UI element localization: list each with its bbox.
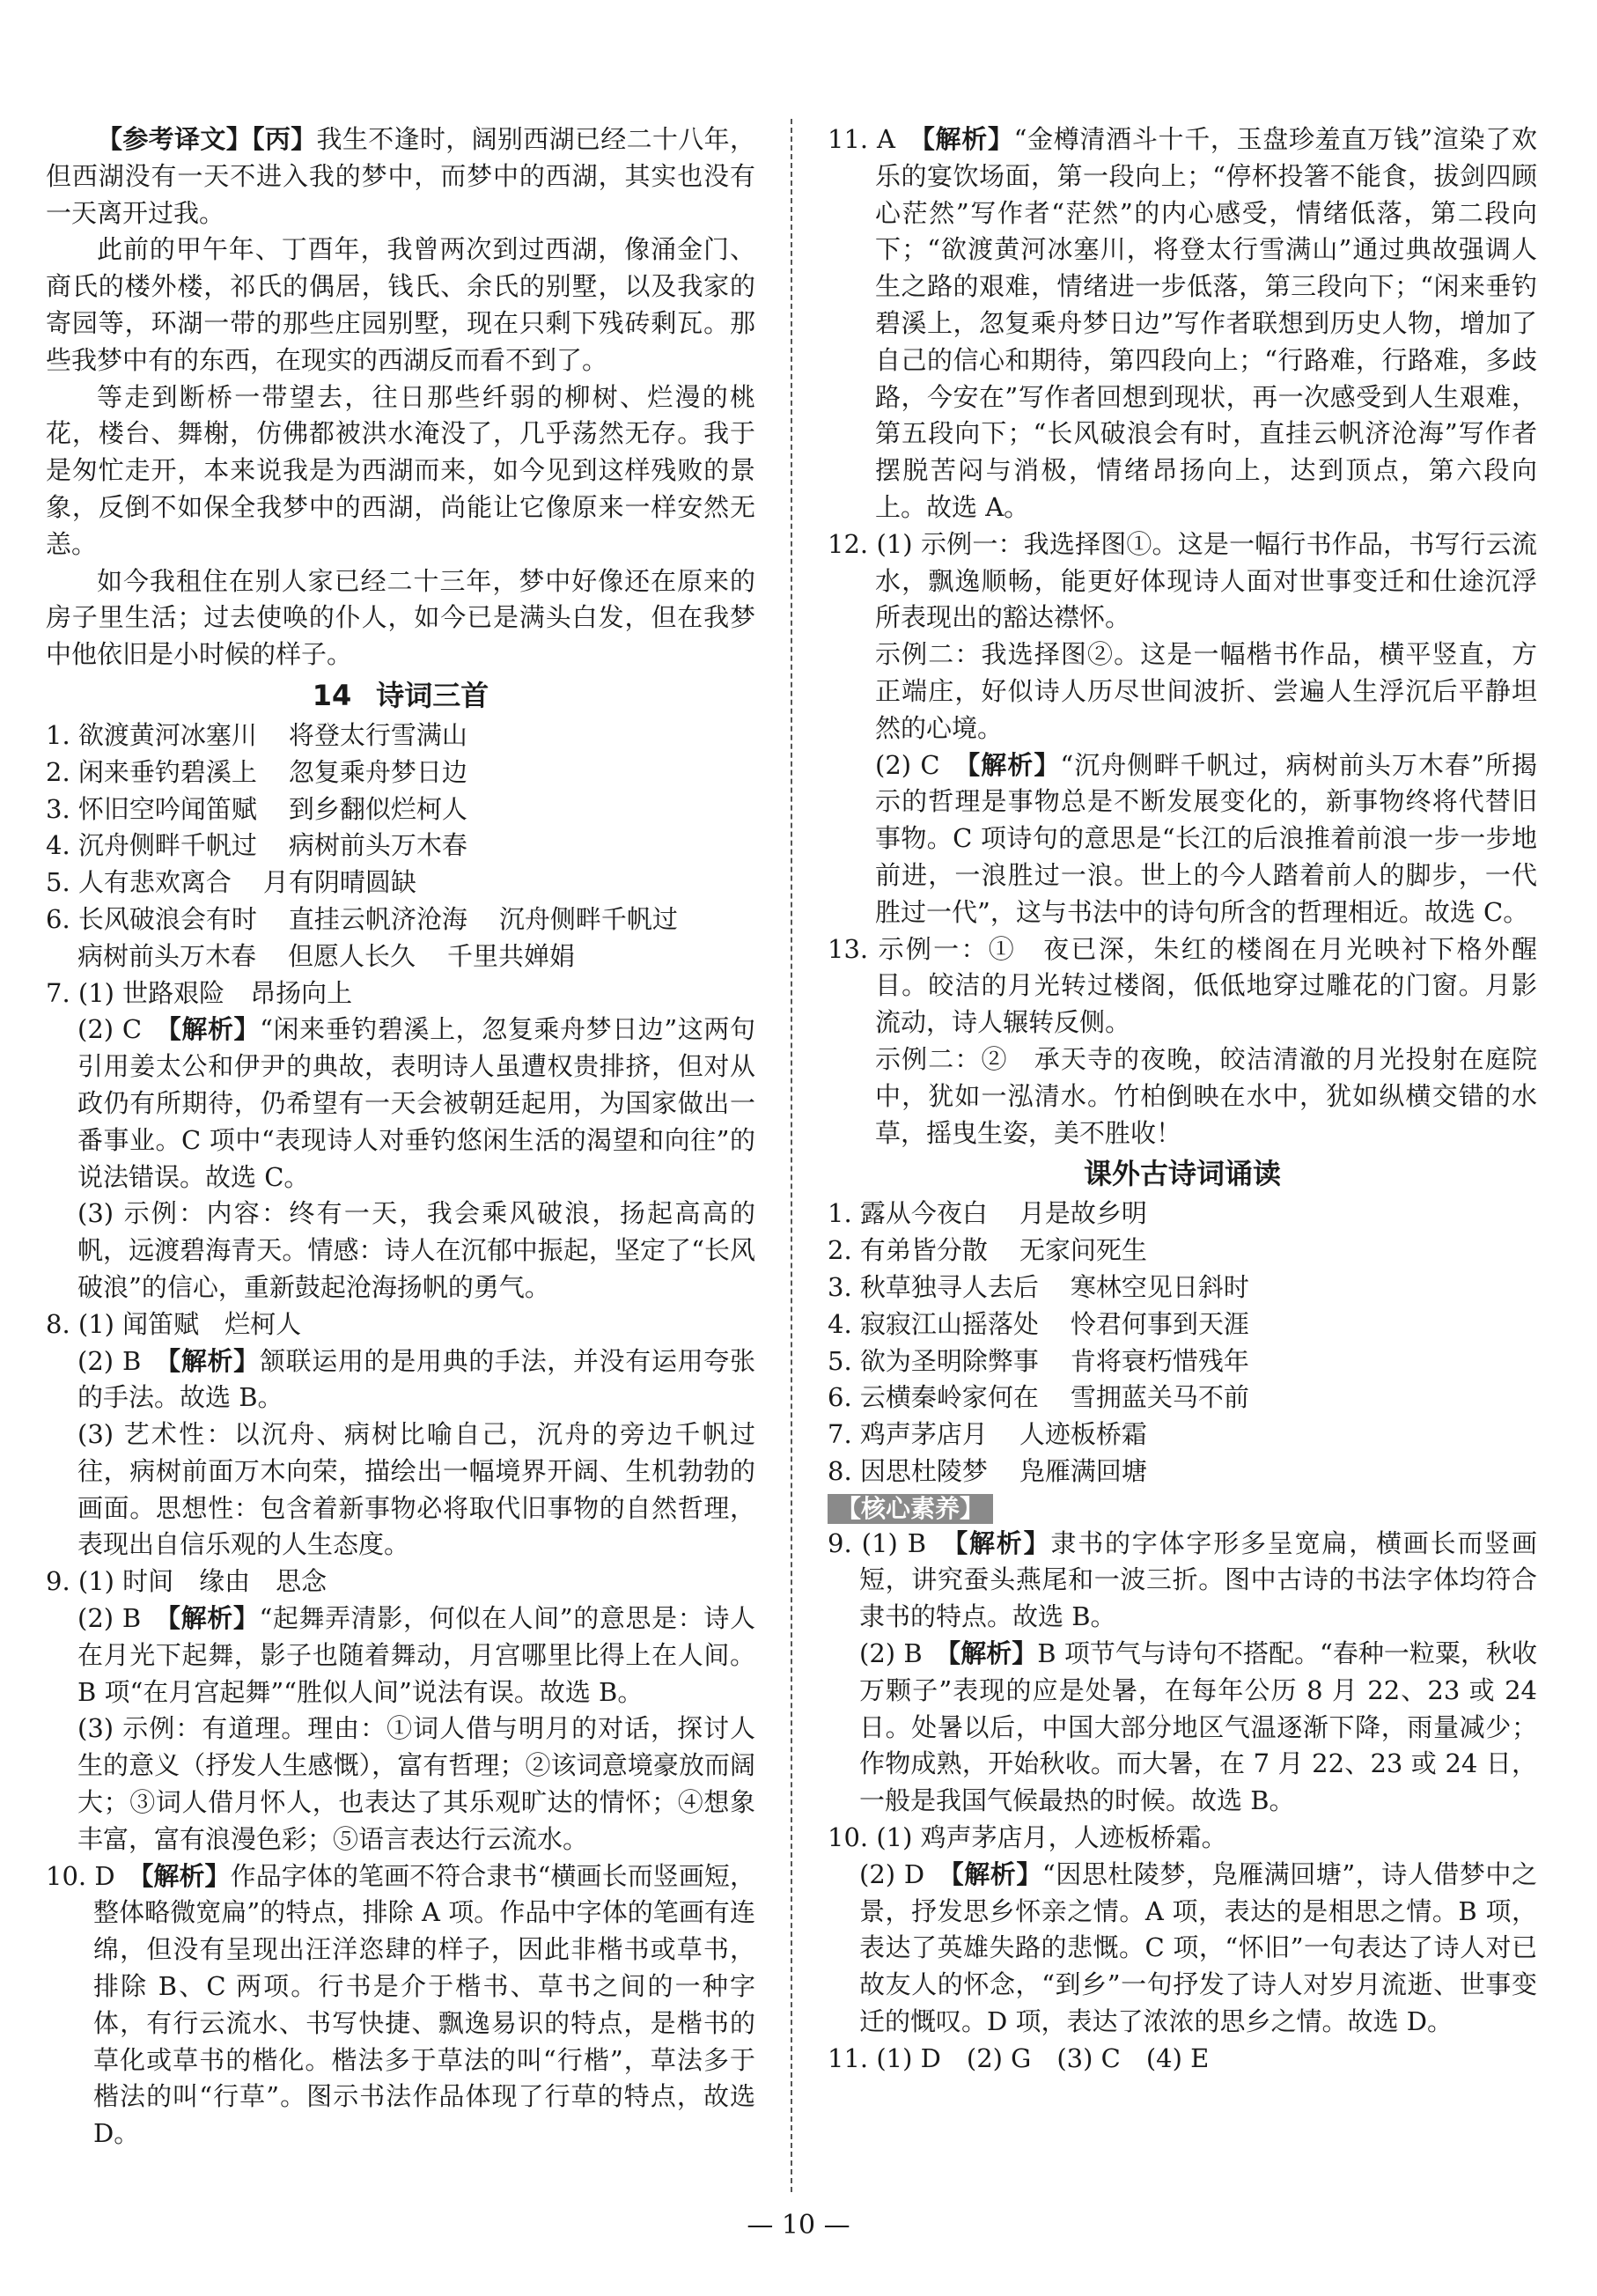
answer-9-2: (2) B 【解析】“起舞弄清影，何似在人间”的意思是：诗人在月光下起舞，影子也随着舞动，月宫哪里比得上在人间。B 项“在月宫起舞”“胜似人间”说法有误。故选 B。 [77,1603,755,1707]
answer-9-3: (3) 示例：有道理。理由：①词人借与明月的对话，探讨人生的意义（抒发人生感慨），富有哲理；②该词意境豪放而阔大；③词人借月怀人，也表达了其乐观旷达的情怀；④想象丰富，富有浪漫色彩；⑤语言表达行云流水。 [77,1713,755,1854]
answer-13a: 13. 示例一：① 夜已深，朱红的楼阁在月光映衬下格外醒目。皎洁的月光转过楼阁，低低地穿过雕花的门窗。月影流动，诗人辗转反侧。 [828,933,1537,1038]
right-column [828,121,1537,2078]
core-answer-11: 11. (1) D (2) G (3) C (4) E [828,2042,1210,2073]
core-answer-9-1: 9. (1) B 【解析】隶书的字体字形多呈宽扁，横画长而竖画短，讲究蚕头燕尾和一波三折。图中古诗的书法字体均符合隶书的特点。故选 B。 [828,1527,1537,1632]
answer-3: 3. 怀旧空吟闻笛赋 到乡翻似烂柯人 [46,793,467,824]
answer-7-2: (2) C 【解析】“闲来垂钓碧溪上，忽复乘舟梦日边”这两句引用姜太公和伊尹的典故，表明诗人虽遭权贵排挤，但对从政仍有所期待，仍希望有一天会被朝廷起用，为国家做出一番事业。C 项中“表现诗人对垂钓悠闲生活的渴望和向往”的说法错误。故选 C。 [77,1014,755,1192]
left-column [46,121,755,2152]
answer-12-1b: 示例二：我选择图②。这是一幅楷书作品，横平竖直，方正端庄，好似诗人历尽世间波折、尝遍人生浮沉后平静坦然的心境。 [875,639,1537,743]
answer-7-3: (3) 示例：内容：终有一天，我会乘风破浪，扬起高高的帆，远渡碧海青天。情感：诗人在沉郁中振起，坚定了“长风破浪”的信心，重新鼓起沧海扬帆的勇气。 [77,1198,755,1302]
answer-2: 2. 闲来垂钓碧溪上 忽复乘舟梦日边 [46,756,467,787]
answer-11: 11. A 【解析】“金樽清酒斗十千，玉盘珍羞直万钱”渲染了欢乐的宴饮场面，第一段向上；“停杯投箸不能食，拔剑四顾心茫然”写作者“茫然”的内心感受，情绪低落，第二段向下；“欲渡黄河冰塞川，将登太行雪满山”通过典故强调人生之路的艰难，情绪进一步低落，第三段向下；“闲来垂钓碧溪上，忽复乘舟梦日边”写作者联想到历史人物，增加了自己的信心和期待，第四段向上；“行路难，行路难，多歧路，今安在”写作者回想到现状，再一次感受到人生艰难，第五段向下；“长风破浪会有时，直挂云帆济沧海”写作者摆脱苦闷与消极，情绪昂扬向上，达到顶点，第六段向上。故选 A。 [828,124,1537,522]
answer-8-1: 8. (1) 闻笛赋 烂柯人 [46,1308,302,1339]
ref-text-1: 我生不逢时，阔别西湖已经二十八年，但西湖没有一天不进入我的梦中，而梦中的西湖，其实也没有一天离开过我。 [46,124,755,228]
core-literacy-badge: 【核心素养】 [828,1494,993,1524]
answer-5: 5. 人有悲欢离合 月有阴晴圆缺 [46,867,416,898]
extra-answer-1: 1. 露从今夜白 月是故乡明 [828,1198,1147,1229]
analysis-label: 【解析】 [167,1603,260,1634]
section-extra-title: 课外古诗词诵读 [1083,1157,1281,1191]
answer-8-2: (2) B 【解析】颔联运用的是用典的手法，并没有运用夸张的手法。故选 B。 [77,1345,755,1413]
answer-8-3: (3) 艺术性：以沉舟、病树比喻自己，沉舟的旁边千帆过往，病树前面万木向荣，描绘出一幅境界开阔、生机勃勃的画面。思想性：包含着新事物必将取代旧事物的自然哲理，表现出自信乐观的人生态度。 [77,1419,755,1560]
analysis-label: 【解析】 [140,1860,231,1891]
answer-6-line-2: 病树前头万木春 但愿人长久 千里共婵娟 [77,940,576,971]
answer-10: 10. D 【解析】作品字体的笔画不符合隶书“横画长而竖画短，整体略微宽扁”的特点，排除 A 项。作品中字体的笔画有连绵，但没有呈现出汪洋恣肆的样子，因此非楷书或草书，排除 B、C 两项。行书是介于楷书、草书之间的一种字体，有行云流水、书写快捷、飘逸易识的特点，是楷书的草化或草书的楷化。楷法多于草法的叫“行楷”，草法多于楷法的叫“行草”。图示书法作品体现了行草的特点，故选 D。 [46,1860,756,2149]
answer-13b: 示例二：② 承天寺的夜晚，皎洁清澈的月光投射在庭院中，犹如一泓清水。竹柏倒映在水中，犹如纵横交错的水草，摇曳生姿，美不胜收！ [875,1043,1537,1148]
answer-7-1: 7. (1) 世路艰险 昂扬向上 [46,977,353,1008]
extra-answer-6: 6. 云横秦岭家何在 雪拥蓝关马不前 [828,1382,1249,1413]
section-title-text: 诗词三首 [376,678,489,712]
analysis-label: 【解析】 [954,1527,1051,1558]
extra-answer-8: 8. 因思杜陵梦 凫雁满回塘 [828,1455,1147,1486]
analysis-label: 【解析】 [967,749,1061,780]
extra-answer-2: 2. 有弟皆分散 无家问死生 [828,1235,1147,1266]
page-number: — 10 — [747,2210,850,2241]
ref-tag: 【丙】 [252,124,317,154]
answer-6-line-1: 6. 长风破浪会有时 直挂云帆济沧海 沉舟侧畔千帆过 [46,903,678,934]
core-answer-10-1: 10. (1) 鸡声茅店月，人迹板桥霜。 [828,1822,1227,1853]
answer-4: 4. 沉舟侧畔千帆过 病树前头万木春 [46,830,467,861]
extra-answer-5: 5. 欲为圣明除弊事 肯将衰朽惜残年 [828,1345,1249,1376]
extra-answer-3: 3. 秋草独寻人去后 寒林空见日斜时 [828,1271,1249,1302]
section-number: 14 [312,678,352,712]
ref-label: 【参考译文】 [97,124,253,154]
answer-12-1: 12. (1) 示例一：我选择图①。这是一幅行书作品，书写行云流水，飘逸顺畅，能更好体现诗人面对世事变迁和仕途沉浮所表现出的豁达襟怀。 [828,528,1537,633]
answer-1: 1. 欲渡黄河冰塞川 将登太行雪满山 [46,719,467,750]
analysis-label: 【解析】 [167,1345,260,1376]
answer-9-1: 9. (1) 时间 缘由 思念 [46,1566,327,1597]
core-answer-10-2: (2) D 【解析】“因思杜陵梦，凫雁满回塘”，诗人借梦中之景，抒发思乡怀亲之情。A 项，表达的是相思之情。B 项，表达了英雄失路的悲慨。C 项，“怀旧”一句表达了诗人对已故友人的怀念，“到乡”一句抒发了诗人对岁月流逝、世事变迁的慨叹。D 项，表达了浓浓的思乡之情。故选 D。 [859,1858,1537,2037]
analysis-label: 【解析】 [947,1638,1038,1669]
analysis-label: 【解析】 [922,124,1014,154]
ref-para-2: 此前的甲午年、丁酉年，我曾两次到过西湖，像涌金门、商氏的楼外楼，祁氏的偶居，钱氏、余氏的别墅，以及我家的寄园等，环湖一带的那些庄园别墅，现在只剩下残砖剩瓦。那些我梦中有的东西，在现实的西湖反而看不到了。 [46,234,755,375]
core-answer-9-2: (2) B 【解析】B 项节气与诗句不搭配。“春种一粒粟，秋收万颗子”表现的应是处暑，在每年公历 8 月 22、23 或 24 日。处暑以后，中国大部分地区气温逐渐下降，雨量减少；作物成熟，开始秋收。而大暑，在 7 月 22、23 或 24 日，一般是我国气候最热的时候。故选 B。 [859,1638,1537,1816]
extra-answer-4: 4. 寂寂江山摇落处 怜君何事到天涯 [828,1308,1249,1339]
extra-answer-7: 7. 鸡声茅店月 人迹板桥霜 [828,1419,1147,1450]
column-divider [791,119,792,2192]
answer-12-2: (2) C 【解析】“沉舟侧畔千帆过，病树前头万木春”所揭示的哲理是事物总是不断发展变化的，新事物终将代替旧事物。C 项诗句的意思是“长江的后浪推着前浪一步一步地前进，一浪胜过一浪。世上的今人踏着前人的脚步，一代胜过一代”，这与书法中的诗句所含的哲理相近。故选 C。 [875,749,1537,927]
ref-para-3: 等走到断桥一带望去，往日那些纤弱的柳树、烂漫的桃花，楼台、舞榭，仿佛都被洪水淹没了，几乎荡然无存。我于是匆忙走开，本来说我是为西湖而来，如今见到这样残败的景象，反倒不如保全我梦中的西湖，尚能让它像原来一样安然无恙。 [46,381,755,559]
section-14-title [46,675,755,716]
ref-para-1 [46,121,755,232]
analysis-label: 【解析】 [168,1014,261,1045]
analysis-label: 【解析】 [951,1858,1042,1889]
ref-para-4: 如今我租住在别人家已经二十三年，梦中好像还在原来的房子里生活；过去使唤的仆人，如今已是满头白发，但在我梦中他依旧是小时候的样子。 [46,565,755,670]
